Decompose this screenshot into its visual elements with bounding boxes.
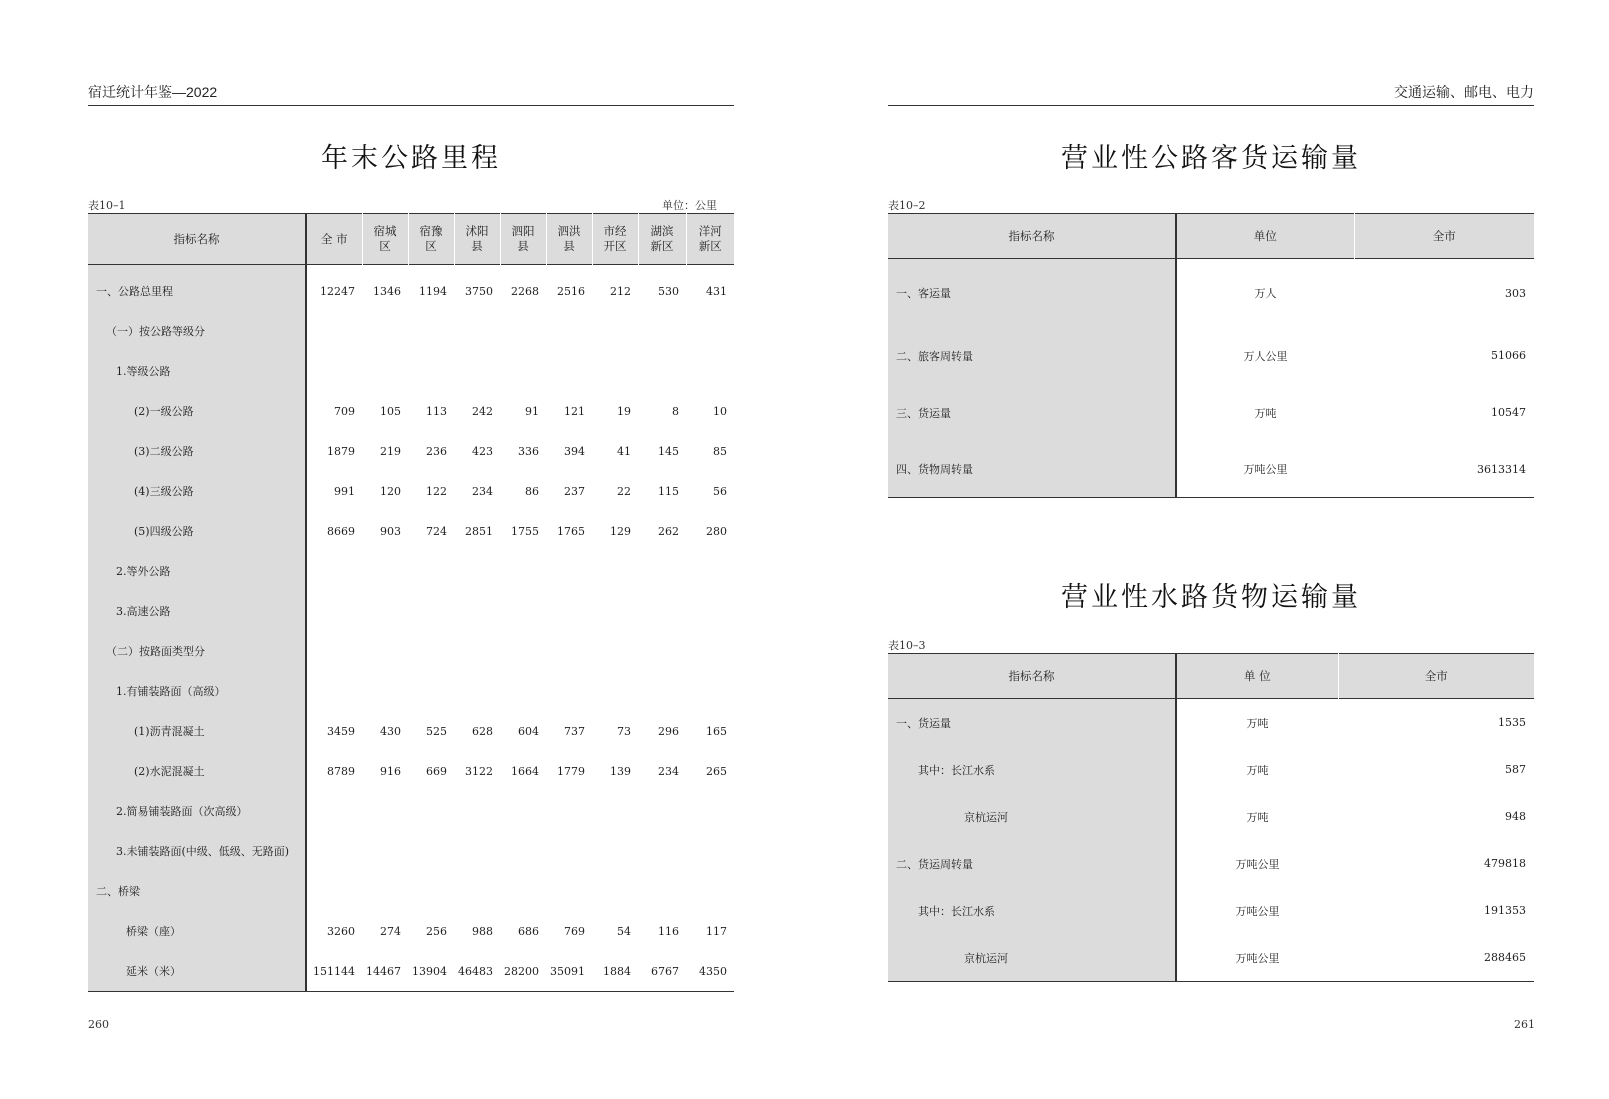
cell-value (500, 551, 546, 591)
cell-value (592, 831, 638, 871)
table-row (888, 441, 1534, 498)
cell-value: 737 (564, 724, 585, 738)
cell-unit: 万人 (1254, 287, 1277, 300)
cell-value (306, 591, 362, 631)
cell-value (686, 591, 734, 631)
row-label: 一、客运量 (888, 259, 1176, 328)
cell-value: 116 (658, 924, 679, 938)
cell-value (592, 591, 638, 631)
cell-unit: 万吨 (1246, 763, 1269, 777)
cell-value: 121 (564, 404, 585, 418)
cell-value (454, 871, 500, 911)
cell-value: 22 (617, 484, 631, 498)
table-row (88, 311, 734, 351)
cell-value (500, 871, 546, 911)
cell-value: 916 (380, 764, 401, 778)
col-header-indicator: 指标名称 (888, 654, 1176, 699)
cell-value: 669 (426, 764, 447, 778)
cell-value: 129 (610, 524, 631, 538)
cell-value: 4350 (699, 964, 727, 978)
cell-value: 117 (706, 924, 727, 938)
row-label: 其中：长江水系 (888, 887, 1176, 934)
cell-value (306, 831, 362, 871)
running-head-right: 交通运输、邮电、电力 (888, 82, 1534, 106)
cell-value (408, 831, 454, 871)
cell-value (546, 831, 592, 871)
cell-value (592, 311, 638, 351)
table-row (888, 259, 1534, 328)
row-label: (2)水泥混凝土 (88, 751, 306, 791)
cell-value: 280 (706, 524, 727, 538)
cell-value: 431 (706, 284, 727, 298)
cell-value: 479818 (1484, 857, 1526, 870)
cell-value (454, 351, 500, 391)
cell-value (500, 311, 546, 351)
table-row (888, 384, 1534, 441)
table-title-road-transport: 营业性公路客货运输量 (1061, 143, 1361, 174)
cell-value: 2851 (465, 524, 493, 538)
cell-value (362, 591, 408, 631)
cell-value (638, 351, 686, 391)
cell-value (408, 871, 454, 911)
table-row (88, 671, 734, 711)
cell-value (500, 631, 546, 671)
cell-value: 212 (610, 284, 631, 298)
water-transport-table (888, 653, 1534, 982)
cell-value (638, 791, 686, 831)
row-label: 1.等级公路 (88, 351, 306, 391)
cell-value (592, 671, 638, 711)
table-row (88, 551, 734, 591)
col-header-unit: 单位 (1176, 214, 1354, 259)
row-label: (2)一级公路 (88, 391, 306, 431)
col-header-indicator: 指标名称 (88, 214, 306, 265)
cell-value: 8789 (327, 764, 355, 778)
cell-value (454, 671, 500, 711)
cell-value (592, 551, 638, 591)
cell-value: 10 (713, 404, 727, 418)
cell-value (306, 871, 362, 911)
cell-value (686, 631, 734, 671)
cell-value (638, 831, 686, 871)
row-label: 一、货运量 (888, 699, 1176, 747)
cell-value: 105 (380, 404, 401, 418)
cell-value (362, 351, 408, 391)
cell-value (500, 791, 546, 831)
cell-value: 1535 (1498, 716, 1526, 729)
cell-value (454, 831, 500, 871)
col-header-region: 泗阳 县 (500, 214, 546, 265)
cell-value: 724 (426, 524, 447, 538)
cell-value (306, 791, 362, 831)
cell-value: 151144 (313, 964, 355, 978)
cell-value: 242 (472, 404, 493, 418)
cell-value: 35091 (550, 964, 585, 978)
cell-value: 274 (380, 924, 401, 938)
cell-unit: 万吨 (1246, 716, 1269, 730)
cell-value: 85 (713, 444, 727, 458)
row-label: 二、桥梁 (88, 871, 306, 911)
cell-value: 165 (706, 724, 727, 738)
cell-value: 8669 (327, 524, 355, 538)
cell-value: 91 (525, 404, 539, 418)
cell-value: 256 (426, 924, 447, 938)
cell-value: 120 (380, 484, 401, 498)
cell-value (500, 831, 546, 871)
row-label: 三、货运量 (888, 384, 1176, 441)
cell-value: 265 (706, 764, 727, 778)
cell-value (592, 631, 638, 671)
cell-value: 6767 (651, 964, 679, 978)
cell-value (454, 631, 500, 671)
left-page (0, 0, 800, 1099)
cell-value: 394 (564, 444, 585, 458)
cell-value: 1765 (557, 524, 585, 538)
table-row (888, 699, 1534, 747)
cell-value: 296 (658, 724, 679, 738)
cell-value (638, 311, 686, 351)
row-label: 3.高速公路 (88, 591, 306, 631)
row-label: 3.未铺装路面(中级、低级、无路面) (88, 831, 306, 871)
cell-value (408, 551, 454, 591)
cell-value: 988 (472, 924, 493, 938)
cell-value (454, 311, 500, 351)
cell-value (546, 871, 592, 911)
row-label: 1.有铺装路面（高级） (88, 671, 306, 711)
row-label: 桥梁（座） (88, 911, 306, 951)
table-row (88, 791, 734, 831)
cell-value: 1346 (373, 284, 401, 298)
table-row (88, 511, 734, 551)
cell-value: 191353 (1484, 904, 1526, 917)
table-row (88, 631, 734, 671)
cell-value (454, 551, 500, 591)
cell-value (546, 551, 592, 591)
cell-unit: 万人公里 (1243, 349, 1288, 363)
cell-value: 3122 (465, 764, 493, 778)
cell-value (306, 311, 362, 351)
cell-unit: 万吨公里 (1235, 904, 1280, 918)
cell-value (686, 351, 734, 391)
col-header-region: 沭阳 县 (454, 214, 500, 265)
cell-value: 234 (658, 764, 679, 778)
cell-value (306, 551, 362, 591)
cell-value (686, 831, 734, 871)
col-header-region: 全 市 (306, 214, 362, 265)
col-header-region: 洋河 新区 (686, 214, 734, 265)
table-code-10-3: 表10–3 (888, 639, 926, 652)
row-label: 京杭运河 (888, 793, 1176, 840)
cell-value: 139 (610, 764, 631, 778)
cell-value: 1884 (603, 964, 631, 978)
cell-value (638, 671, 686, 711)
cell-unit: 万吨公里 (1235, 951, 1280, 965)
cell-value: 303 (1505, 286, 1526, 300)
col-header-region: 湖滨 新区 (638, 214, 686, 265)
cell-value: 10547 (1491, 406, 1526, 419)
cell-value: 1879 (327, 444, 355, 458)
cell-value (638, 551, 686, 591)
table-row (88, 711, 734, 751)
cell-value (362, 871, 408, 911)
table-title-water-transport: 营业性水路货物运输量 (1061, 582, 1361, 613)
cell-value: 237 (564, 484, 585, 498)
cell-value (546, 351, 592, 391)
row-label: 二、货运周转量 (888, 840, 1176, 887)
row-label: (5)四级公路 (88, 511, 306, 551)
row-label: 2.等外公路 (88, 551, 306, 591)
cell-value: 234 (472, 484, 493, 498)
cell-value: 145 (658, 444, 679, 458)
cell-value (500, 351, 546, 391)
cell-value: 73 (617, 724, 631, 738)
cell-value: 686 (518, 924, 539, 938)
cell-value (546, 311, 592, 351)
col-header-region: 宿豫 区 (408, 214, 454, 265)
col-header-city: 全市 (1354, 214, 1534, 259)
cell-value (362, 831, 408, 871)
cell-unit: 万吨 (1254, 406, 1277, 420)
cell-value (686, 791, 734, 831)
cell-value: 122 (426, 484, 447, 498)
col-header-region: 市经 开区 (592, 214, 638, 265)
cell-value (546, 671, 592, 711)
page-number-left: 260 (88, 1018, 109, 1031)
cell-value: 903 (380, 524, 401, 538)
cell-value (686, 551, 734, 591)
road-transport-table (888, 213, 1534, 498)
table-row (88, 751, 734, 791)
cell-value (638, 631, 686, 671)
row-label: 四、货物周转量 (888, 441, 1176, 498)
row-label: 2.简易铺装路面（次高级） (88, 791, 306, 831)
table-row (88, 871, 734, 911)
cell-value: 3260 (327, 924, 355, 938)
cell-value (408, 671, 454, 711)
cell-value: 1755 (511, 524, 539, 538)
cell-value (500, 591, 546, 631)
cell-value (408, 631, 454, 671)
cell-value (408, 591, 454, 631)
cell-value: 530 (658, 284, 679, 298)
cell-value: 51066 (1491, 349, 1526, 362)
cell-value (408, 791, 454, 831)
cell-value: 628 (472, 724, 493, 738)
cell-value: 54 (617, 924, 631, 938)
cell-value (546, 631, 592, 671)
table-row (88, 431, 734, 471)
cell-value (686, 311, 734, 351)
cell-value: 41 (617, 444, 631, 458)
right-page (800, 0, 1609, 1099)
table-row (88, 265, 734, 312)
cell-value: 262 (658, 524, 679, 538)
row-label: 延米（米） (88, 951, 306, 992)
table-row (88, 591, 734, 631)
cell-value (546, 791, 592, 831)
cell-value: 3613314 (1477, 462, 1526, 476)
cell-value: 28200 (504, 964, 539, 978)
cell-value (306, 631, 362, 671)
cell-value (454, 591, 500, 631)
cell-unit: 万吨 (1246, 810, 1269, 824)
row-label: (4)三级公路 (88, 471, 306, 511)
unit-label: 单位：公里 (662, 199, 717, 212)
cell-value (362, 671, 408, 711)
row-label: (1)沥青混凝土 (88, 711, 306, 751)
page-number-right: 261 (1514, 1018, 1535, 1031)
cell-value: 113 (426, 404, 447, 418)
cell-value: 336 (518, 444, 539, 458)
table-row (888, 934, 1534, 982)
table-row (88, 831, 734, 871)
table-row (888, 840, 1534, 887)
cell-value: 86 (525, 484, 539, 498)
cell-value: 423 (472, 444, 493, 458)
table-code-10-2: 表10–2 (888, 199, 926, 212)
cell-value (362, 631, 408, 671)
cell-value (362, 791, 408, 831)
cell-value: 1664 (511, 764, 539, 778)
cell-value (454, 791, 500, 831)
table-row (88, 351, 734, 391)
col-header-unit: 单 位 (1176, 654, 1338, 699)
cell-value: 46483 (458, 964, 493, 978)
cell-value: 288465 (1484, 951, 1526, 964)
table-row (88, 391, 734, 431)
cell-value: 8 (672, 404, 679, 418)
table-row (888, 793, 1534, 840)
row-label: 其中：长江水系 (888, 746, 1176, 793)
running-head-left: 宿迁统计年鉴—2022 (88, 82, 734, 106)
cell-value: 14467 (366, 964, 401, 978)
cell-value (500, 671, 546, 711)
cell-value (686, 671, 734, 711)
cell-value: 587 (1505, 763, 1526, 776)
cell-value: 12247 (320, 284, 355, 298)
cell-value: 3750 (465, 284, 493, 298)
cell-value: 1779 (557, 764, 585, 778)
row-label: 京杭运河 (888, 934, 1176, 982)
row-label: 二、旅客周转量 (888, 327, 1176, 384)
cell-value (362, 311, 408, 351)
cell-value (408, 351, 454, 391)
table-row (888, 887, 1534, 934)
cell-value: 769 (564, 924, 585, 938)
cell-value (362, 551, 408, 591)
cell-value: 19 (617, 404, 631, 418)
cell-value: 115 (658, 484, 679, 498)
cell-value (638, 591, 686, 631)
cell-value: 236 (426, 444, 447, 458)
cell-value: 604 (518, 724, 539, 738)
cell-value: 709 (334, 404, 355, 418)
road-mileage-table (88, 213, 734, 992)
cell-value: 219 (380, 444, 401, 458)
row-label: （二）按路面类型分 (88, 631, 306, 671)
cell-value: 13904 (412, 964, 447, 978)
cell-value (306, 351, 362, 391)
col-header-city: 全市 (1338, 654, 1534, 699)
cell-value: 430 (380, 724, 401, 738)
cell-value (546, 591, 592, 631)
table-row (888, 746, 1534, 793)
table-row (88, 911, 734, 951)
cell-value (592, 351, 638, 391)
table-row (88, 951, 734, 992)
cell-value: 525 (426, 724, 447, 738)
cell-value (592, 871, 638, 911)
cell-value: 991 (334, 484, 355, 498)
cell-value: 2268 (511, 284, 539, 298)
col-header-region: 泗洪 县 (546, 214, 592, 265)
col-header-indicator: 指标名称 (888, 214, 1176, 259)
cell-value: 948 (1505, 810, 1526, 823)
cell-value (592, 791, 638, 831)
cell-value (638, 871, 686, 911)
cell-unit: 万吨公里 (1235, 857, 1280, 871)
cell-value (306, 671, 362, 711)
cell-value: 56 (713, 484, 727, 498)
row-label: （一）按公路等级分 (88, 311, 306, 351)
table-title-road-mileage: 年末公路里程 (321, 143, 501, 174)
table-row (88, 471, 734, 511)
table-code-10-1: 表10–1 (88, 199, 126, 212)
cell-unit: 万吨公里 (1243, 463, 1288, 476)
cell-value (686, 871, 734, 911)
col-header-region: 宿城 区 (362, 214, 408, 265)
table-row (888, 327, 1534, 384)
cell-value: 2516 (557, 284, 585, 298)
cell-value (408, 311, 454, 351)
cell-value: 3459 (327, 724, 355, 738)
row-label: (3)二级公路 (88, 431, 306, 471)
row-label: 一、公路总里程 (88, 265, 306, 312)
cell-value: 1194 (419, 284, 447, 298)
